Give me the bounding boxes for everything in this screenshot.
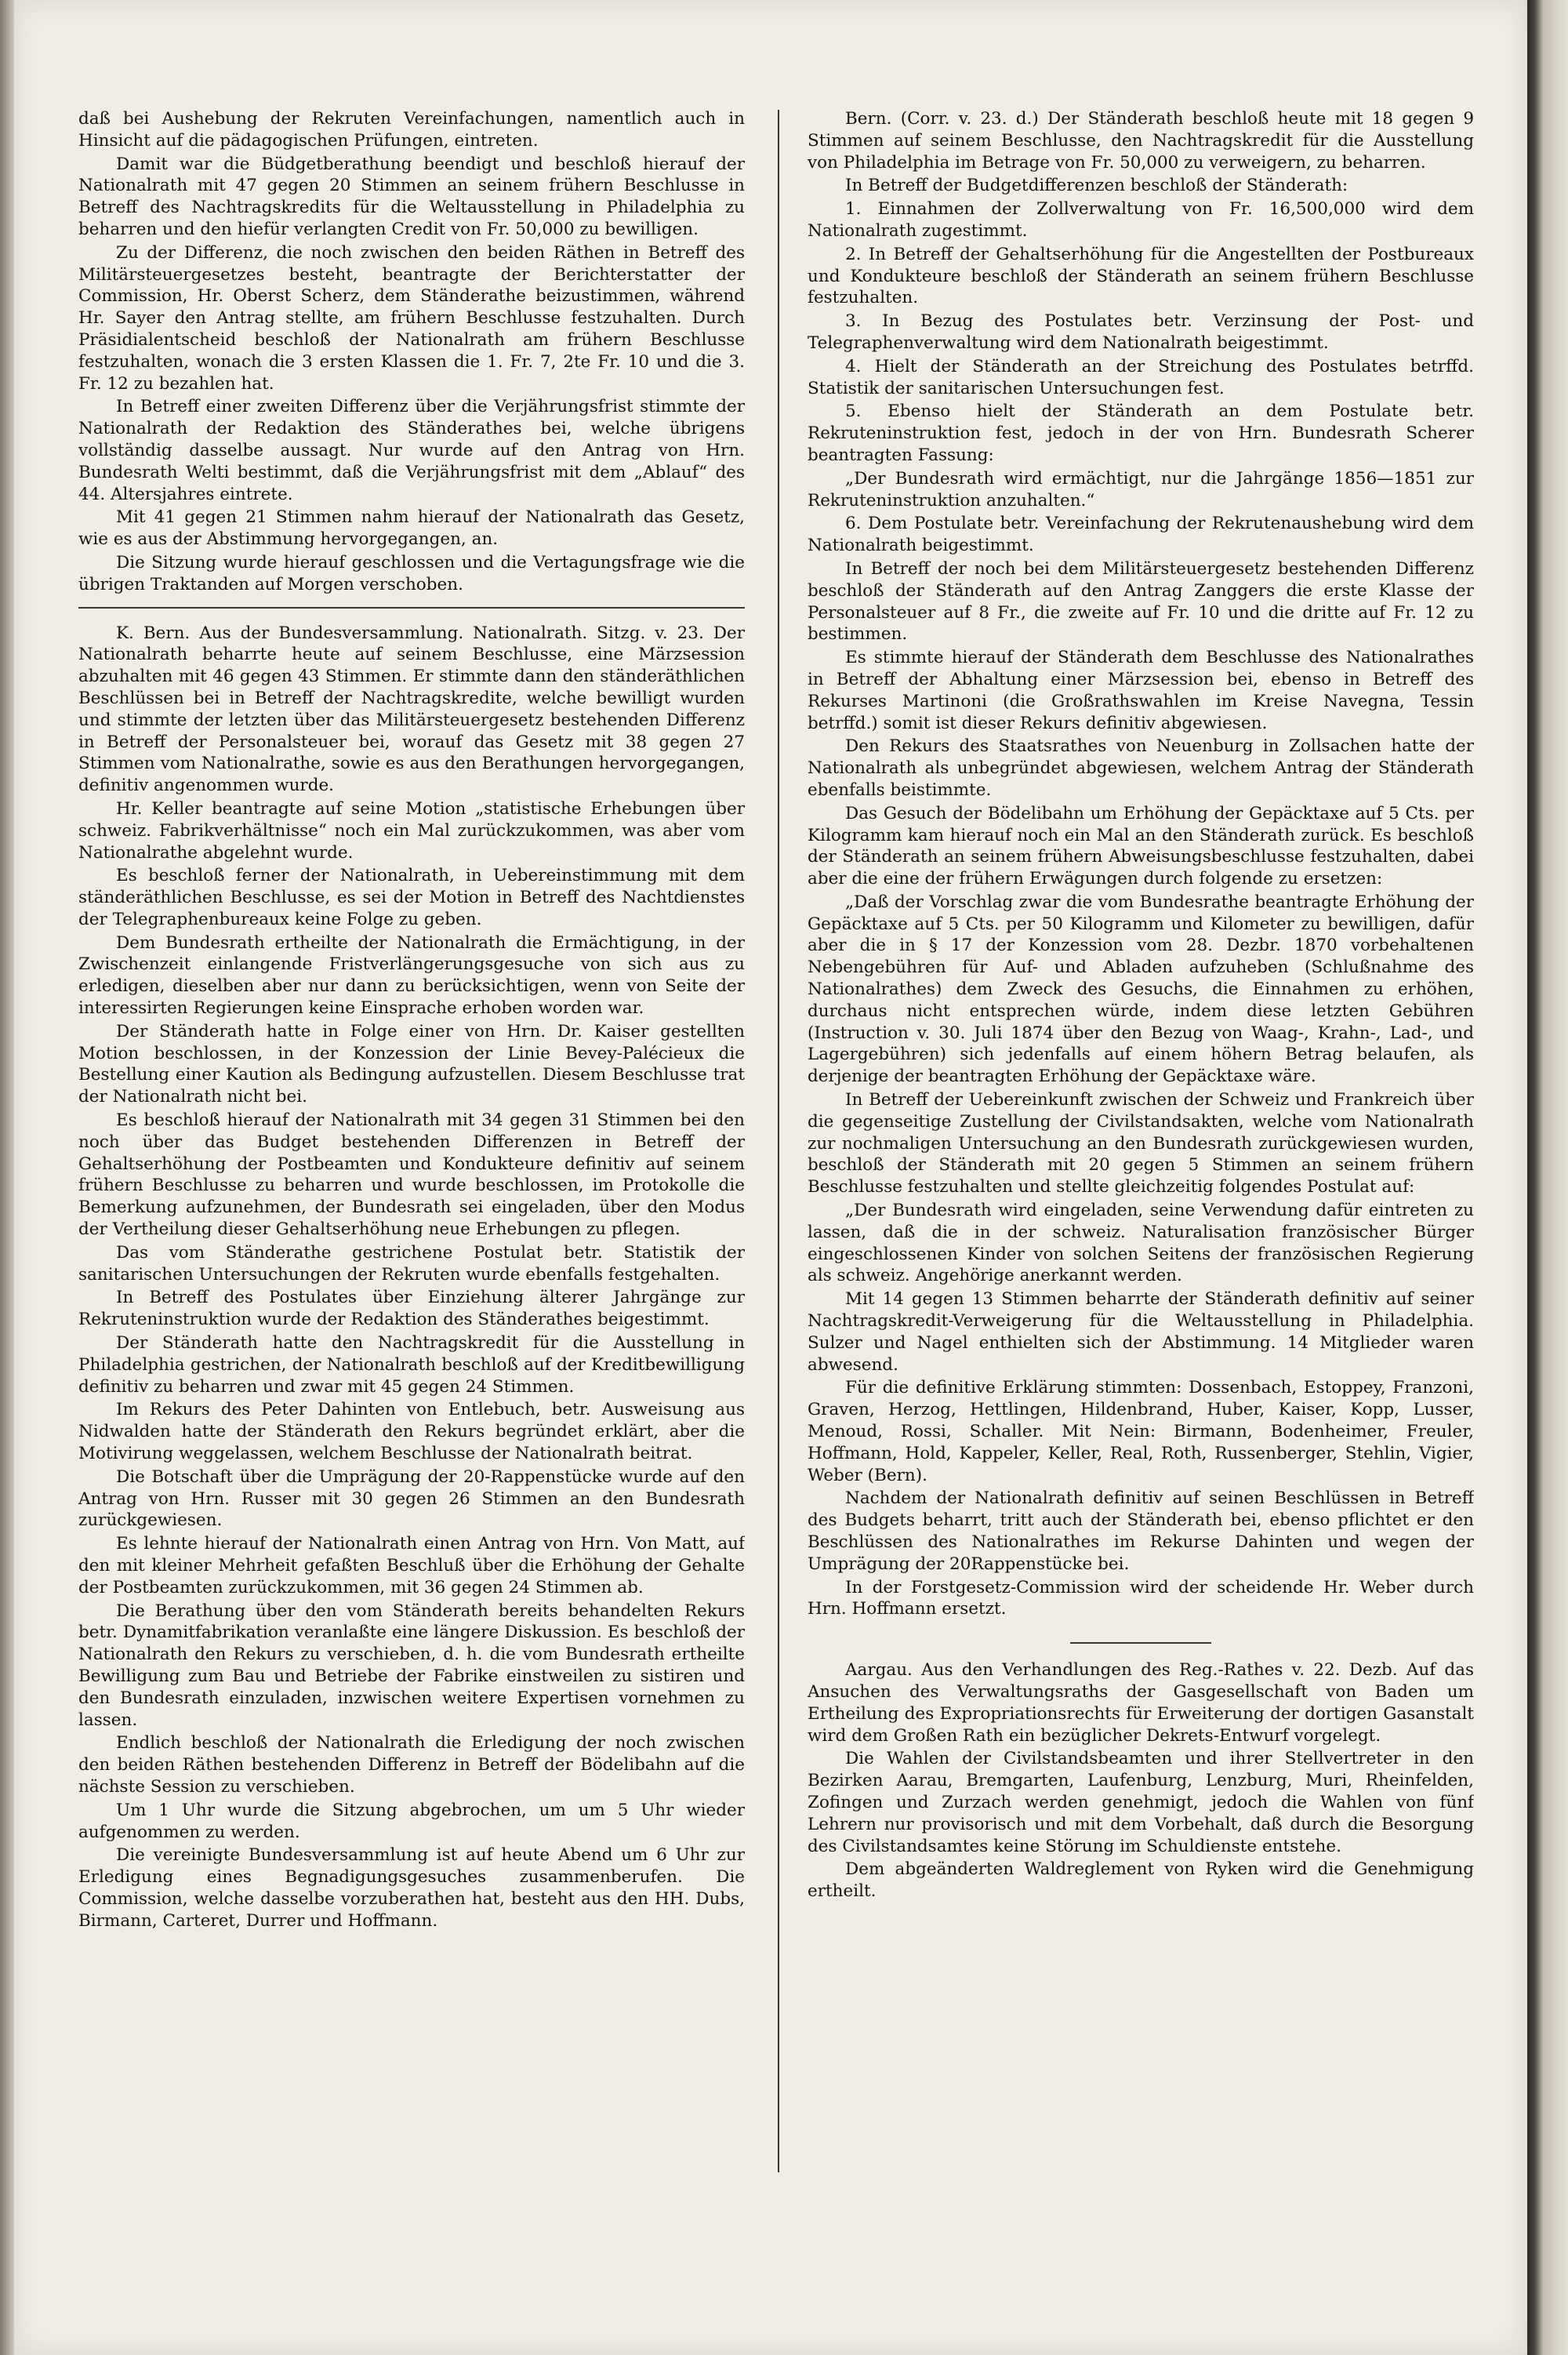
- list-item: 6. Dem Postulate betr. Vereinfachung der Rekrutenaushebung wird dem Nationalrath beigestimmt.: [808, 514, 1474, 556]
- page-binding-edge: [1527, 0, 1568, 2355]
- right-column: [808, 108, 1474, 2320]
- article-paragraph: Aargau. Aus den Verhandlungen des Reg.-Rathes v. 22. Dezb. Auf das Ansuchen des Verwaltungsraths der Gasgesellschaft von Baden um Ertheilung des Expropriationsrechts für Erweiterung der dortigen Gasanstalt wird dem Großen Rath ein bezüglicher Dekrets-Entwurf vorgelegt.: [808, 1660, 1474, 1746]
- column-rule: [778, 110, 779, 2172]
- article-paragraph: Hr. Keller beantragte auf seine Motion „statistische Erhebungen über schweiz. Fabrikverhältnisse“ noch ein Mal zurückzukommen, was aber vom Nationalrathe abgelehnt wurde.: [78, 798, 745, 863]
- article-paragraph: Für die definitive Erklärung stimmten: Dossenbach, Estoppey, Franzoni, Graven, Herzog, Hettlingen, Hildenbrand, Huber, Kaiser, Kopp, Lusser, Menoud, Rossi, Schaller. Mit Nein: Birmann, Bodenheimer, Freuler, Hoffmann, Hold, Kappeler, Keller, Real, Roth, Russenberger, Stehlin, Vigier, Weber (Bern).: [808, 1378, 1474, 1485]
- list-item: 2. In Betreff der Gehaltserhöhung für die Angestellten der Postbureaux und Kondukteure beschloß der Ständerath an seinem frühern Beschlusse festzuhalten.: [808, 244, 1474, 308]
- article-paragraph: Damit war die Büdgetberathung beendigt und beschloß hierauf der Nationalrath mit 47 gegen 20 Stimmen an seinem frühern Beschlusse in Betreff des Nachtragskredits für die Weltausstellung in Philadelphia zu beharren und den hiefür verlangten Credit von Fr. 50,000 zu bewilligen.: [78, 154, 745, 239]
- list-item: 4. Hielt der Ständerath an der Streichung des Postulates betrffd. Statistik der sanitarischen Untersuchungen fest.: [808, 356, 1474, 398]
- article-paragraph: Das vom Ständerathe gestrichene Postulat betr. Statistik der sanitarischen Untersuchungen der Rekruten wurde ebenfalls festgehalten.: [78, 1242, 745, 1285]
- quotation: „Der Bundesrath wird ermächtigt, nur die Jahrgänge 1856—1851 zur Rekruteninstruktion anzuhalten.“: [808, 468, 1474, 511]
- article-paragraph: Um 1 Uhr wurde die Sitzung abgebrochen, um um 5 Uhr wieder aufgenommen zu werden.: [78, 1800, 745, 1842]
- article-paragraph: Die vereinigte Bundesversammlung ist auf heute Abend um 6 Uhr zur Erledigung eines Begnadigungsgesuches zusammenberufen. Die Commission, welche dasselbe vorzuberathen hat, besteht aus den HH. Dubs, Birmann, Carteret, Durrer und Hoffmann.: [78, 1845, 745, 1931]
- article-paragraph: Es stimmte hierauf der Ständerath dem Beschlusse des Nationalrathes in Betreff der Abhaltung einer Märzsession bei, ebenso in Betreff des Rekurses Martinoni (die Großrathswahlen im Kreise Navegna, Tessin betrffd.) somit ist dieser Rekurs definitiv abgewiesen.: [808, 648, 1474, 733]
- article-paragraph: Es beschloß ferner der Nationalrath, in Uebereinstimmung mit dem ständeräthlichen Beschlusse, es sei der Motion in Betreff des Nachtdienstes der Telegraphenbureaux keine Folge zu geben.: [78, 866, 745, 929]
- article-paragraph: Die Wahlen der Civilstandsbeamten und ihrer Stellvertreter in den Bezirken Aarau, Bremgarten, Laufenburg, Lenzburg, Muri, Rheinfelden, Zofingen und Zurzach werden genehmigt, jedoch die Wahlen von fünf Lehrern nur provisorisch und mit dem Vorbehalt, daß durch die Besorgung des Civilstandsamtes keine Störung im Schuldienste entstehe.: [808, 1749, 1474, 1856]
- article-paragraph: Die Berathung über den vom Ständerath bereits behandelten Rekurs betr. Dynamitfabrikation veranlaßte eine längere Diskussion. Es beschloß der Nationalrath den Rekurs zu verschieben, d. h. die vom Bundesrath ertheilte Bewilligung zum Bau und Betriebe der Fabrike einstweilen zu sistiren und den Bundesrath einzuladen, inzwischen weitere Expertisen vornehmen zu lassen.: [78, 1601, 745, 1730]
- article-paragraph: Bern. (Corr. v. 23. d.) Der Ständerath beschloß heute mit 18 gegen 9 Stimmen auf seinem Beschlusse, den Nachtragskredit für die Ausstellung von Philadelphia im Betrage von Fr. 50,000 zu verweigern, zu beharren.: [808, 109, 1474, 173]
- article-paragraph: K. Bern. Aus der Bundesversammlung. Nationalrath. Sitzg. v. 23. Der Nationalrath beharrte heute auf seinem Beschlusse, eine Märzsession abzuhalten mit 46 gegen 43 Stimmen. Er stimmte dann den ständeräthlichen Beschlüssen bei in Betreff der Nachtragskredite, welche bewilligt wurden und stimmte der letzten über das Militärsteuergesetz bestehenden Differenz in Betreff der Personalsteuer bei, worauf das Gesetz mit 38 gegen 27 Stimmen vom Nationalrathe, sowie es aus den Berathungen hervorgegangen, definitiv angenommen wurde.: [78, 623, 745, 796]
- article-paragraph: In Betreff der Uebereinkunft zwischen der Schweiz und Frankreich über die gegenseitige Zustellung der Civilstandsakten, welche vom Nationalrath zur nochmaligen Untersuchung an den Bundesrath zurückgewiesen wurden, beschloß der Ständerath mit 20 gegen 5 Stimmen an seinem frühern Beschlusse festzuhalten und stellte gleichzeitig folgendes Postulat auf:: [808, 1090, 1474, 1197]
- article-paragraph: Endlich beschloß der Nationalrath die Erledigung der noch zwischen den beiden Räthen bestehenden Differenz in Betreff der Bödelibahn auf die nächste Session zu verschieben.: [78, 1733, 745, 1797]
- article-paragraph: In Betreff der Budgetdifferenzen beschloß der Ständerath:: [845, 176, 1348, 196]
- quotation: „Der Bundesrath wird eingeladen, seine Verwendung dafür eintreten zu lassen, daß die in der schweiz. Naturalisation französischer Bürger eingeschlossenen Kinder von solchen Seitens der französischen Regierung als schweiz. Angehörige anerkannt werden.: [808, 1201, 1474, 1286]
- article-paragraph: Die Sitzung wurde hierauf geschlossen und die Vertagungsfrage wie die übrigen Traktanden auf Morgen verschoben.: [78, 552, 745, 594]
- article-paragraph: Der Ständerath hatte in Folge einer von Hrn. Dr. Kaiser gestellten Motion beschlossen, in der Konzession der Linie Bevey-Palécieux die Bestellung einer Kaution als Bedingung aufzustellen. Diesem Beschlusse trat der Nationalrath nicht bei.: [78, 1021, 745, 1107]
- article-paragraph: Mit 41 gegen 21 Stimmen nahm hierauf der Nationalrath das Gesetz, wie es aus der Abstimmung hervorgegangen, an.: [78, 507, 745, 550]
- article-paragraph: daß bei Aushebung der Rekruten Vereinfachungen, namentlich auch in Hinsicht auf die pädagogischen Prüfungen, eintreten.: [78, 109, 745, 151]
- article-paragraph: Mit 14 gegen 13 Stimmen beharrte der Ständerath definitiv auf seiner Nachtragskredit-Verweigerung für die Weltausstellung in Philadelphia. Sulzer und Nagel enthielten sich der Abstimmung. 14 Mitglieder waren abwesend.: [808, 1289, 1474, 1375]
- article-paragraph: In Betreff der noch bei dem Militärsteuergesetz bestehenden Differenz beschloß der Ständerath auf den Antrag Zanggers die erste Klasse der Personalsteuer auf 8 Fr., die zweite auf Fr. 10 und die dritte auf Fr. 12 zu bestimmen.: [808, 558, 1474, 645]
- article-paragraph: Der Ständerath hatte den Nachtragskredit für die Ausstellung in Philadelphia gestrichen, der Nationalrath beschloß auf der Kreditbewilligung definitiv zu beharren und zwar mit 45 gegen 24 Stimmen.: [78, 1333, 745, 1397]
- list-item: 3. In Bezug des Postulates betr. Verzinsung der Post- und Telegraphenverwaltung wird dem Nationalrath beigestimmt.: [808, 311, 1474, 353]
- quotation: „Daß der Vorschlag zwar die vom Bundesrathe beantragte Erhöhung der Gepäcktaxe auf 5 Cts. per 50 Kilogramm und Kilometer zu bewilligen, dafür aber die in § 17 der Konzession vom 28. Dezbr. 1870 vorbehaltenen Nebengebühren für Auf- und Abladen aufzuheben (Schlußnahme des Nationalrathes) dem Zweck des Gesuchs, die Einnahmen zu erhöhen, durchaus nicht entsprechen würde, indem diese letzten Gebühren (Instruction v. 30. Juli 1874 über den Bezug von Waag-, Krahn-, Lad-, und Lagergebühren) sich jedenfalls auf einem höhern Betrag belaufen, als derjenige der beantragten Erhöhung der Gepäcktaxe wäre.: [808, 892, 1474, 1087]
- article-paragraph: Zu der Differenz, die noch zwischen den beiden Räthen in Betreff des Militärsteuergesetzes besteht, beantragte der Berichterstatter der Commission, Hr. Oberst Scherz, dem Ständerathe beizustimmen, während Hr. Sayer den Antrag stellte, am frühern Beschlusse festzuhalten. Durch Präsidialentscheid beschloß der Nationalrath am frühern Beschlusse festzuhalten, wonach die 3 ersten Klassen die 1. Fr. 7, 2te Fr. 10 und die 3. Fr. 12 zu bezahlen hat.: [78, 242, 745, 394]
- list-item: 1. Einnahmen der Zollverwaltung von Fr. 16,500,000 wird dem Nationalrath zugestimmt.: [808, 199, 1474, 241]
- article-paragraph: Den Rekurs des Staatsrathes von Neuenburg in Zollsachen hatte der Nationalrath als unbegründet abgewiesen, welchem Antrag der Ständerath ebenfalls beistimmte.: [808, 736, 1474, 800]
- article-paragraph: Es lehnte hierauf der Nationalrath einen Antrag von Hrn. Von Matt, auf den mit kleiner Mehrheit gefaßten Beschluß über die Erhöhung der Gehalte der Postbeamten zurückzukommen, mit 36 gegen 24 Stimmen ab.: [78, 1534, 745, 1597]
- list-item: 5. Ebenso hielt der Ständerath an dem Postulate betr. Rekruteninstruktion fest, jedoch in der von Hrn. Bundesrath Scherer beantragten Fassung:: [808, 402, 1474, 465]
- left-column: [78, 108, 745, 2320]
- page-left-edge: [0, 0, 14, 2355]
- article-paragraph: Die Botschaft über die Umprägung der 20-Rappenstücke wurde auf den Antrag von Hrn. Russer mit 30 gegen 26 Stimmen an den Bundesrath zurückgewiesen.: [78, 1466, 745, 1531]
- article-paragraph: Es beschloß hierauf der Nationalrath mit 34 gegen 31 Stimmen bei den noch über das Budget bestehenden Differenzen in Betreff der Gehaltserhöhung der Postbeamten und Kondukteure definitiv auf seinem frühern Beschlusse zu beharren und wurde beschlossen, im Protokolle die Bemerkung aufzunehmen, der Bundesrath sei eingeladen, über den Modus der Vertheilung dieser Gehaltserhöhung neue Erhebungen zu pflegen.: [78, 1110, 745, 1240]
- article-paragraph: Im Rekurs des Peter Dahinten von Entlebuch, betr. Ausweisung aus Nidwalden hatte der Ständerath den Rekurs begründet erklärt, aber die Motivirung weggelassen, welchem Beschlusse der Nationalrath beitrat.: [78, 1400, 745, 1464]
- article-paragraph: In der Forstgesetz-Commission wird der scheidende Hr. Weber durch Hrn. Hoffmann ersetzt.: [808, 1577, 1474, 1619]
- article-paragraph: In Betreff des Postulates über Einziehung älterer Jahrgänge zur Rekruteninstruktion wurde der Redaktion des Ständerathes beigestimmt.: [78, 1288, 745, 1330]
- section-divider: [78, 607, 745, 609]
- article-paragraph: Dem Bundesrath ertheilte der Nationalrath die Ermächtigung, in der Zwischenzeit einlangende Fristverlängerungsgesuche von sich aus zu erledigen, dieselben aber nur dann zu berücksichtigen, wenn von Seite der interessirten Regierungen keine Einsprache erhoben worden war.: [78, 932, 745, 1019]
- section-divider: [1070, 1642, 1211, 1644]
- article-paragraph: Das Gesuch der Bödelibahn um Erhöhung der Gepäcktaxe auf 5 Cts. per Kilogramm kam hierauf noch ein Mal an den Ständerath zurück. Es beschloß der Ständerath an seinem frühern Abweisungsbeschlusse festzuhalten, dabei aber die eine der frühern Erwägungen durch folgende zu ersetzen:: [808, 803, 1474, 889]
- article-paragraph: Nachdem der Nationalrath definitiv auf seinen Beschlüssen in Betreff des Budgets beharrt, tritt auch der Ständerath bei, ebenso pflichtet er den Beschlüssen des Nationalrathes im Rekurse Dahinten und wegen der Umprägung der 20Rappenstücke bei.: [808, 1488, 1474, 1574]
- article-paragraph: In Betreff einer zweiten Differenz über die Verjährungsfrist stimmte der Nationalrath der Redaktion des Ständerathes bei, welche übrigens vollständig dasselbe aussagt. Nur wurde auf den Antrag von Hrn. Bundesrath Welti bestimmt, daß die Verjährungsfrist mit dem „Ablauf“ des 44. Altersjahres eintrete.: [78, 397, 745, 504]
- article-paragraph: Dem abgeänderten Waldreglement von Ryken wird die Genehmigung ertheilt.: [808, 1859, 1474, 1902]
